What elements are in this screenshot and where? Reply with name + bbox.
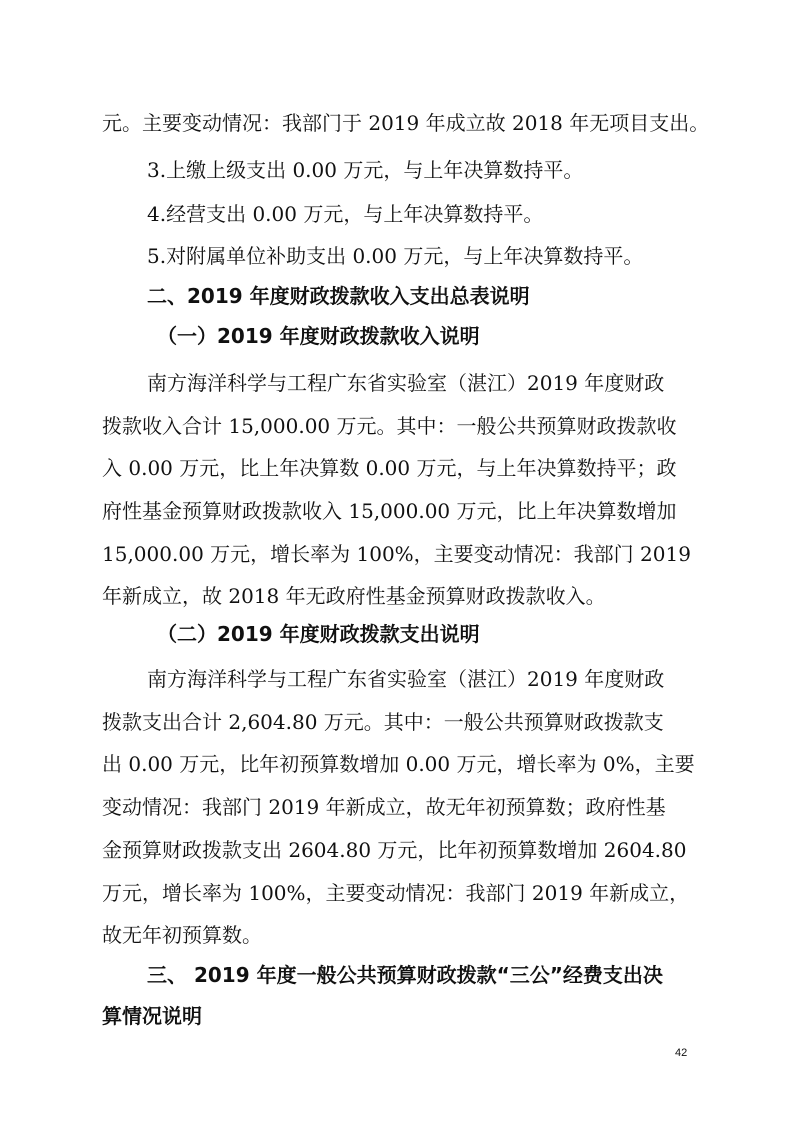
- text-line: 拨款收入合计 15,000.00 万元。其中：一般公共预算财政拨款收: [102, 414, 677, 438]
- text-line: 南方海洋科学与工程广东省实验室（湛江）2019 年度财政: [147, 667, 665, 691]
- section-heading: 二、2019 年度财政拨款收入支出总表说明: [147, 284, 530, 308]
- text-line: 拨款支出合计 2,604.80 万元。其中：一般公共预算财政拨款支: [102, 710, 664, 734]
- text-line: 3.上缴上级支出 0.00 万元，与上年决算数持平。: [147, 158, 584, 182]
- page-number: 42: [675, 1047, 688, 1059]
- subsection-heading: （二）2019 年度财政拨款支出说明: [157, 622, 480, 646]
- text-line: 15,000.00 万元，增长率为 100%，主要变动情况：我部门 2019: [102, 542, 691, 566]
- text-line: 南方海洋科学与工程广东省实验室（湛江）2019 年度财政: [147, 371, 665, 395]
- text-line: 5.对附属单位补助支出 0.00 万元，与上年决算数持平。: [147, 244, 644, 268]
- text-line: 府性基金预算财政拨款收入 15,000.00 万元，比上年决算数增加: [102, 499, 677, 523]
- text-line: 出 0.00 万元，比年初预算数增加 0.00 万元，增长率为 0%，主要: [102, 752, 695, 776]
- section-heading: 三、 2019 年度一般公共预算财政拨款“三公”经费支出决: [147, 963, 663, 987]
- text-line: 入 0.00 万元，比上年决算数 0.00 万元，与上年决算数持平；政: [102, 456, 677, 480]
- text-line: 万元，增长率为 100%，主要变动情况：我部门 2019 年新成立，: [102, 881, 690, 905]
- text-line: 故无年初预算数。: [102, 923, 262, 947]
- text-line: 元。主要变动情况：我部门于 2019 年成立故 2018 年无项目支出。: [102, 111, 710, 135]
- text-line: 4.经营支出 0.00 万元，与上年决算数持平。: [147, 202, 544, 226]
- subsection-heading: （一）2019 年度财政拨款收入说明: [157, 324, 480, 348]
- section-heading-continued: 算情况说明: [102, 1004, 202, 1028]
- text-line: 金预算财政拨款支出 2604.80 万元，比年初预算数增加 2604.80: [102, 838, 687, 862]
- text-line: 变动情况：我部门 2019 年新成立，故无年初预算数；政府性基: [102, 795, 666, 819]
- text-line: 年新成立，故 2018 年无政府性基金预算财政拨款收入。: [102, 584, 606, 608]
